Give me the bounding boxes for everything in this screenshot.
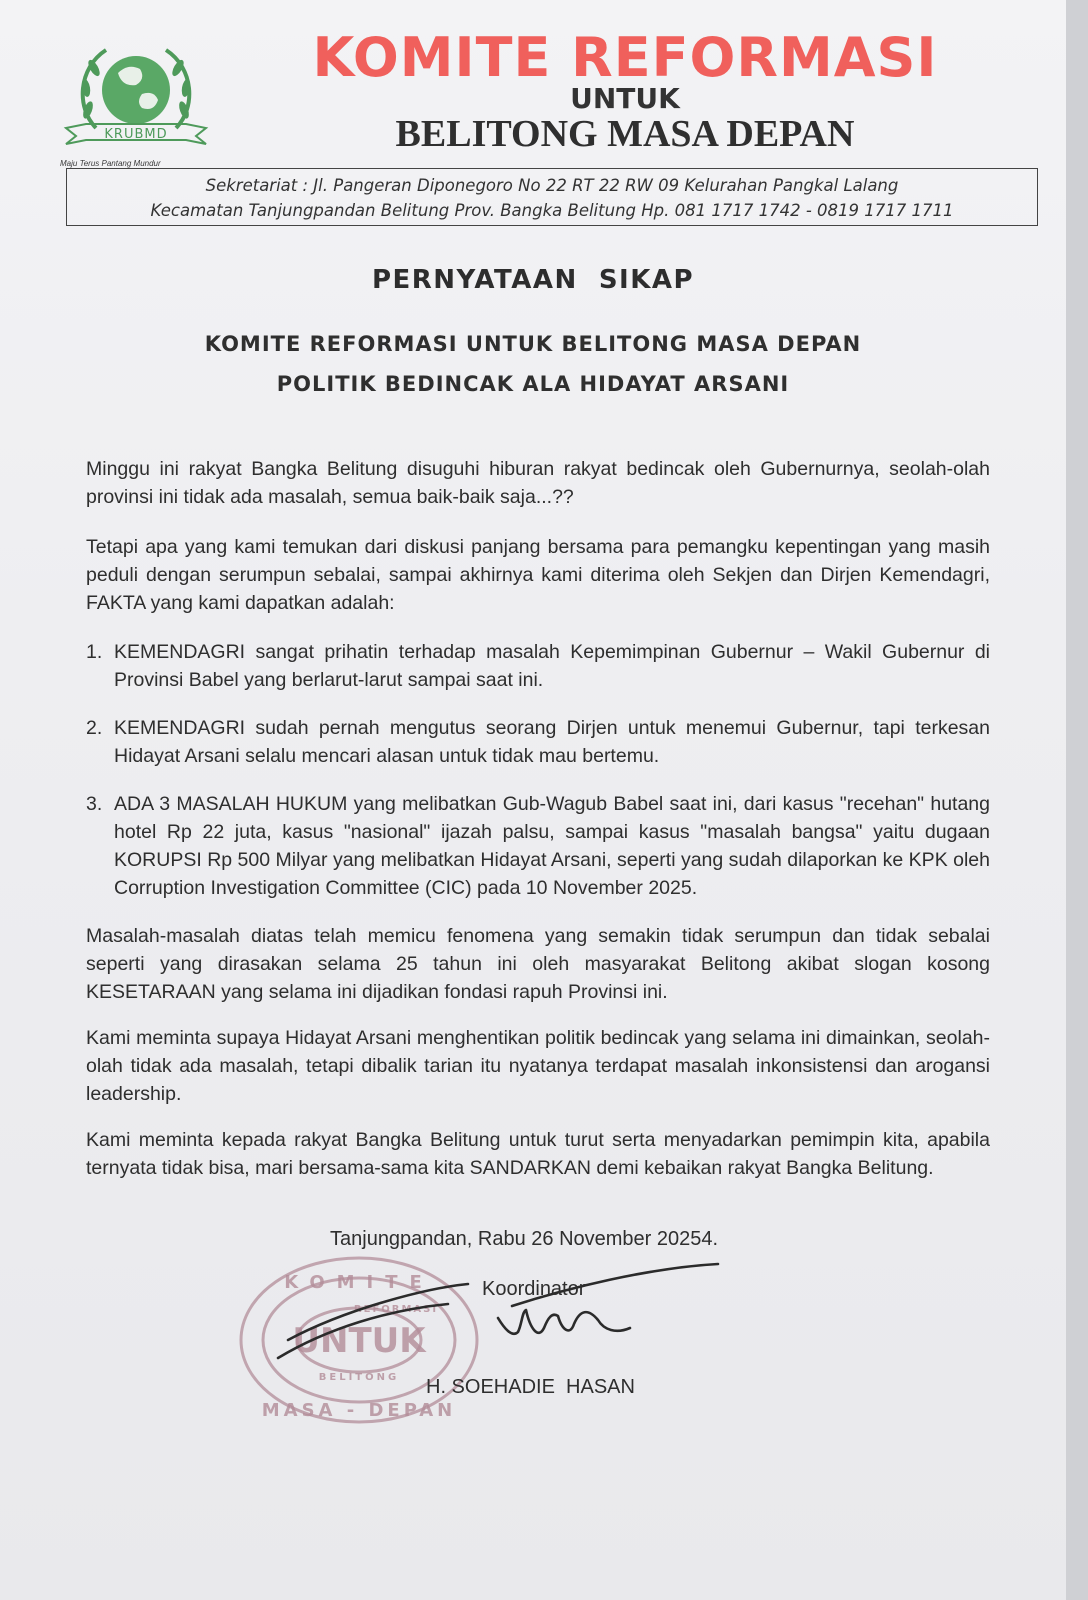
krubmd-logo (56, 28, 216, 178)
list-text: ADA 3 MASALAH HUKUM yang melibatkan Gub-Wagub Babel saat ini, dari kasus "recehan" hutang hotel Rp 22 juta, kasus "nasional" ijazah palsu, sampai kasus "masalah bangsa" yaitu dugaan KORUPSI Rp 500 Milyar yang melibatkan Hidayat Arsani, seperti yang sudah dilaporkan ke KPK oleh Corruption Investigation Committee (CIC) pada 10 November 2025. (114, 793, 990, 899)
signatory-role: Koordinator (482, 1278, 586, 1300)
address-line-2: Kecamatan Tanjungpandan Belitung Prov. Bangka Belitung Hp. 081 1717 1742 - 0819 1717 1711 (150, 201, 954, 220)
paragraph-1: Minggu ini rakyat Bangka Belitung disuguhi hiburan rakyat bedincak oleh Gubernurnya, seolah-olah provinsi ini tidak ada masalah, semua baik-baik saja...?? (86, 458, 990, 508)
document-subtitle-2: POLITIK BEDINCAK ALA HIDAYAT ARSANI (276, 372, 790, 396)
list-number: 1. (86, 641, 103, 663)
stamp-center-text: UNTUK (292, 1321, 426, 1361)
paragraph-4: Kami meminta supaya Hidayat Arsani menghentikan politik bedincak yang selama ini dimainkan, seolah-olah tidak ada masalah, tetapi dibalik tarian itu nyatanya terdapat masalah inkonsistensi dan arogansi leadership. (86, 1027, 990, 1105)
secretariat-address-box (66, 168, 1038, 226)
paragraph-3: Masalah-masalah diatas telah memicu fenomena yang semakin tidak serumpun dan tidak sebalai seperti yang dirasakan selama 25 tahun ini oleh masyarakat Belitong akibat slogan kosong KESETARAAN yang selama ini dijadikan fondasi rapuh Provinsi ini. (86, 925, 990, 1003)
list-number: 2. (86, 717, 103, 739)
list-item-3 (86, 790, 990, 902)
stamp-top-text: KOMITE (284, 1272, 434, 1293)
stamp-mid-text-2: BELITONG (318, 1372, 400, 1383)
org-name-line1: KOMITE REFORMASI (312, 26, 938, 89)
list-text: KEMENDAGRI sangat prihatin terhadap masalah Kepemimpinan Gubernur – Wakil Gubernur di Provinsi Babel yang berlarut-larut sampai saat ini. (114, 641, 990, 691)
list-text: KEMENDAGRI sudah pernah mengutus seorang Dirjen untuk menemui Gubernur, tapi terkesan Hidayat Arsani selalu mencari alasan untuk tidak mau bertemu. (114, 717, 990, 767)
list-item-2 (86, 714, 990, 770)
address-line-1: Sekretariat : Jl. Pangeran Diponegoro No 22 RT 22 RW 09 Kelurahan Pangkal Lalang (205, 176, 899, 195)
signatory-name: H. SOEHADIE HASAN (426, 1376, 635, 1398)
paragraph-2: Tetapi apa yang kami temukan dari diskusi panjang bersama para pemangku kepentingan yang masih peduli dengan serumpun sebalai, sampai akhirnya kami diterima oleh Sekjen dan Dirjen Kemendagri, FAKTA yang kami dapatkan adalah: (86, 536, 990, 614)
logo-label: KRUBMD (104, 127, 168, 142)
stamp-bottom-text: MASA - DEPAN (261, 1400, 457, 1421)
list-item-1 (86, 638, 990, 694)
handwritten-signature (268, 1258, 728, 1368)
logo-motto: Maju Terus Pantang Mundur (60, 159, 161, 168)
background-edge (1066, 0, 1088, 1600)
org-name-line2: UNTUK (570, 82, 680, 115)
document-subtitle-1: KOMITE REFORMASI UNTUK BELITONG MASA DEPAN (204, 332, 862, 356)
org-name-line3: BELITONG MASA DEPAN (395, 113, 855, 155)
paragraph-5: Kami meminta kepada rakyat Bangka Belitung untuk turut serta menyadarkan pemimpin kita, apabila ternyata tidak bisa, mari bersama-sama kita SANDARKAN demi kebaikan rakyat Bangka Belitung. (86, 1129, 990, 1179)
list-number: 3. (86, 793, 103, 815)
stamp-mid-text-1: REFORMASI (353, 1304, 439, 1315)
signature-place-date: Tanjungpandan, Rabu 26 November 20254. (330, 1228, 719, 1250)
document-title: PERNYATAAN SIKAP (371, 265, 695, 295)
